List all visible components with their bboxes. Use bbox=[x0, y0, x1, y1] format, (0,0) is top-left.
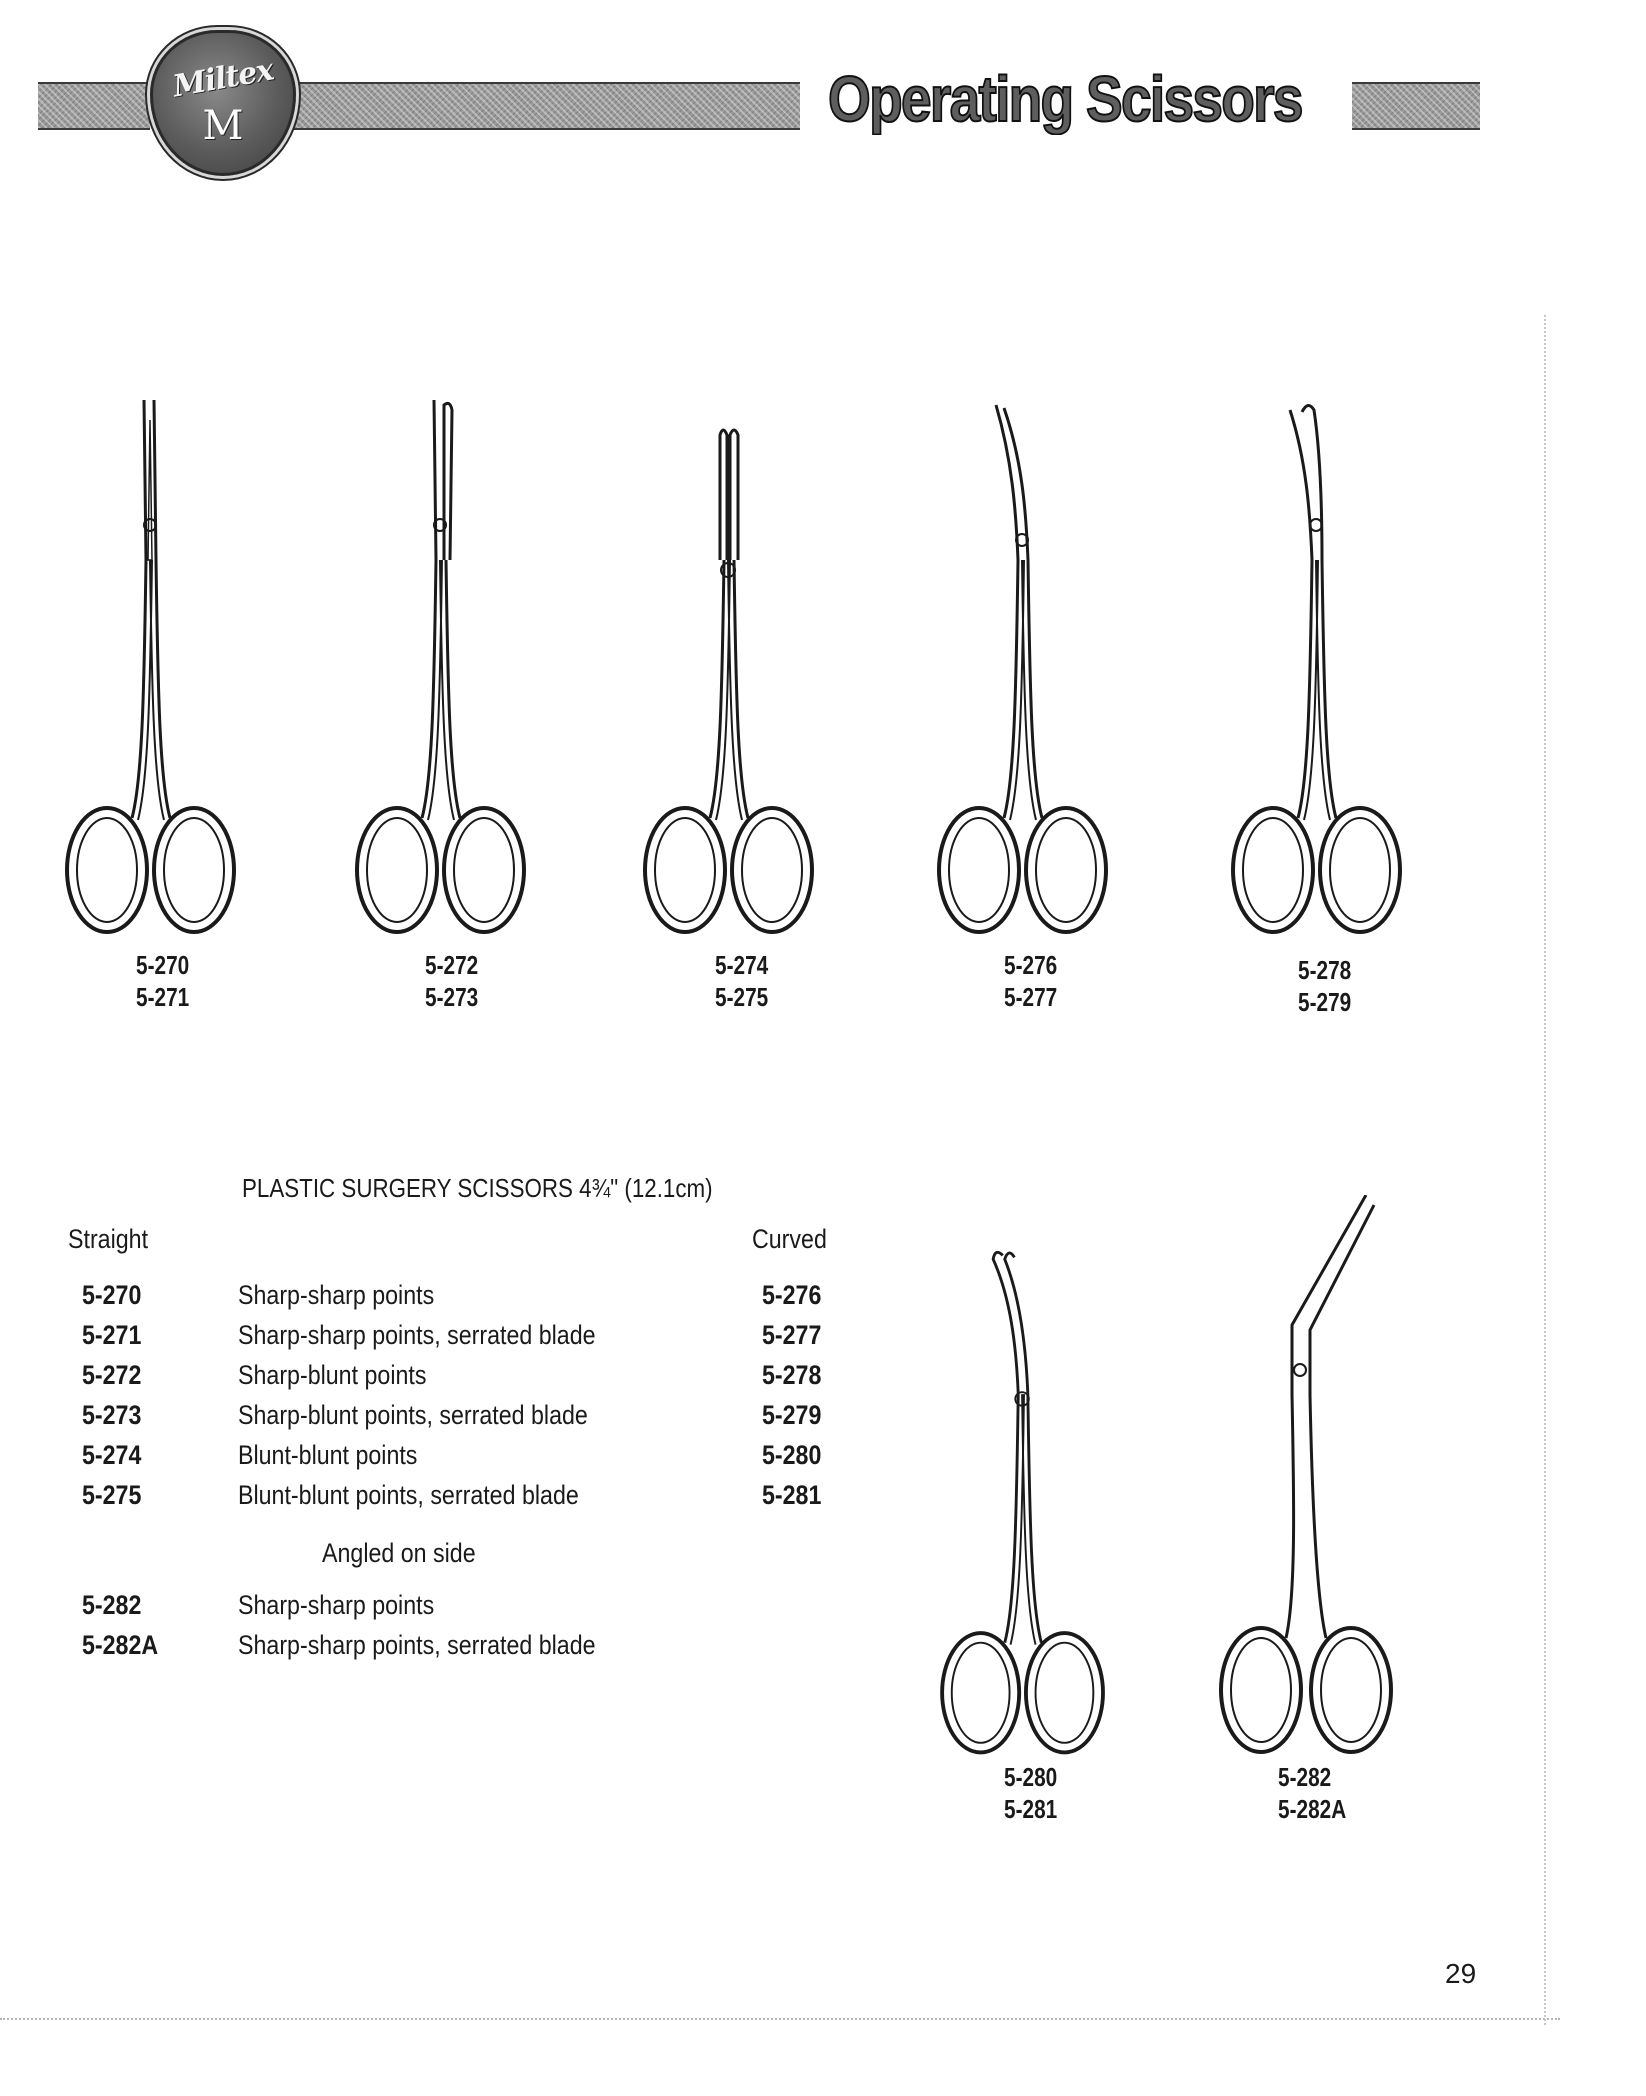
curved-code: 5-276 bbox=[762, 1280, 822, 1310]
straight-code: 5-272 bbox=[82, 1360, 142, 1390]
figure-label-5-270: 5-270 bbox=[136, 950, 190, 980]
row-description: Sharp-blunt points, serrated blade bbox=[238, 1400, 588, 1430]
figure-label-5-273: 5-273 bbox=[425, 982, 479, 1012]
miltex-logo bbox=[150, 30, 296, 176]
curved-code: 5-281 bbox=[762, 1480, 822, 1510]
footer-divider bbox=[0, 2018, 1560, 2020]
figure-label-5-277: 5-277 bbox=[1004, 982, 1058, 1012]
figure-label-5-271: 5-271 bbox=[136, 982, 190, 1012]
scissors-illustration-5-270 bbox=[62, 400, 242, 945]
scissors-illustration-5-276 bbox=[934, 400, 1114, 945]
figure-label-5-282: 5-282 bbox=[1278, 1762, 1332, 1792]
column-header-straight: Straight bbox=[68, 1224, 149, 1254]
figure-label-5-279: 5-279 bbox=[1298, 987, 1352, 1017]
row-description: Sharp-sharp points bbox=[238, 1590, 435, 1620]
figure-label-5-281: 5-281 bbox=[1004, 1794, 1058, 1824]
curved-code: 5-280 bbox=[762, 1440, 822, 1470]
logo-mark: M bbox=[202, 103, 244, 149]
table-title: PLASTIC SURGERY SCISSORS 4¾" (12.1cm) bbox=[242, 1173, 713, 1203]
straight-code: 5-275 bbox=[82, 1480, 142, 1510]
row-description: Sharp-sharp points, serrated blade bbox=[238, 1630, 596, 1660]
figure-label-5-272: 5-272 bbox=[425, 950, 479, 980]
scissors-illustration-5-282 bbox=[1216, 1195, 1406, 1765]
curved-code: 5-278 bbox=[762, 1360, 822, 1390]
logo-script-text: Miltex bbox=[170, 52, 276, 105]
angled-code: 5-282A bbox=[82, 1630, 159, 1660]
straight-code: 5-274 bbox=[82, 1440, 142, 1470]
scissors-illustration-5-280 bbox=[934, 1240, 1114, 1765]
curved-code: 5-277 bbox=[762, 1320, 822, 1350]
row-description: Blunt-blunt points, serrated blade bbox=[238, 1480, 579, 1510]
scissors-illustration-5-278 bbox=[1228, 400, 1408, 945]
page-title: Operating Scissors bbox=[828, 63, 1302, 135]
straight-code: 5-273 bbox=[82, 1400, 142, 1430]
page-number: 29 bbox=[1445, 1958, 1477, 1989]
figure-label-5-275: 5-275 bbox=[715, 982, 769, 1012]
header-bar-middle bbox=[290, 82, 800, 130]
curved-code: 5-279 bbox=[762, 1400, 822, 1430]
right-margin-divider bbox=[1544, 315, 1546, 2025]
straight-code: 5-271 bbox=[82, 1320, 142, 1350]
header-bar-left bbox=[38, 82, 150, 130]
figure-label-5-278: 5-278 bbox=[1298, 955, 1352, 985]
figure-label-5-280: 5-280 bbox=[1004, 1762, 1058, 1792]
header-bar-right bbox=[1352, 82, 1480, 130]
straight-code: 5-270 bbox=[82, 1280, 142, 1310]
scissors-illustration-5-272 bbox=[352, 400, 532, 945]
figure-label-5-282A: 5-282A bbox=[1278, 1794, 1347, 1824]
row-description: Blunt-blunt points bbox=[238, 1440, 418, 1470]
figure-label-5-274: 5-274 bbox=[715, 950, 769, 980]
row-description: Sharp-blunt points bbox=[238, 1360, 427, 1390]
scissors-illustration-5-274 bbox=[640, 400, 820, 945]
row-description: Sharp-sharp points bbox=[238, 1280, 435, 1310]
figure-label-5-276: 5-276 bbox=[1004, 950, 1058, 980]
angled-code: 5-282 bbox=[82, 1590, 142, 1620]
angled-section-title: Angled on side bbox=[322, 1538, 476, 1568]
column-header-curved: Curved bbox=[752, 1224, 827, 1254]
row-description: Sharp-sharp points, serrated blade bbox=[238, 1320, 596, 1350]
